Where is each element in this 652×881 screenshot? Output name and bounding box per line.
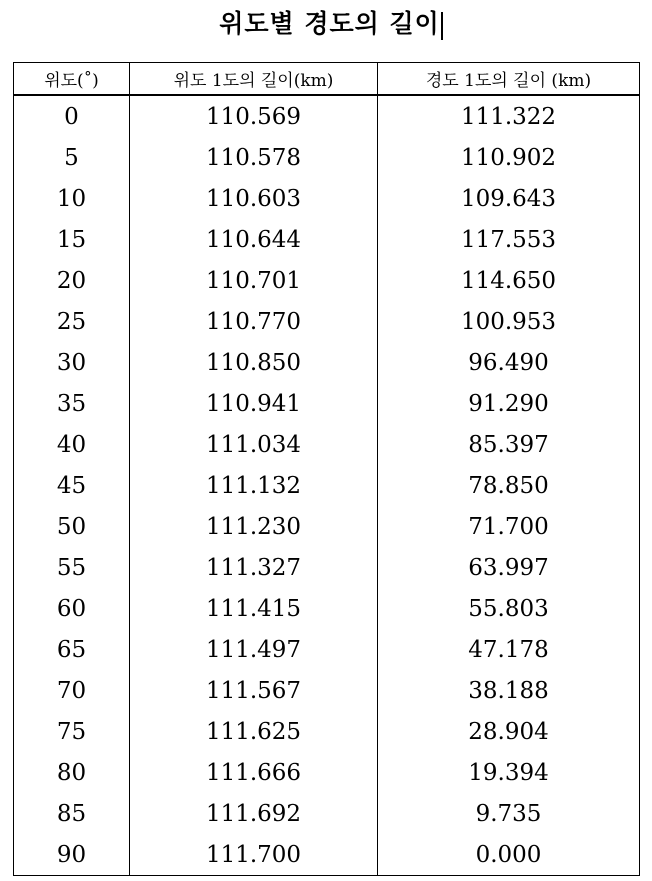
header-latitude-degree-length: 위도 1도의 길이(km): [130, 63, 378, 96]
cell-latitude: 30: [14, 342, 130, 383]
cell-latitude-length: 111.132: [130, 465, 378, 506]
table-row: [14, 342, 640, 383]
cell-latitude-length: 110.941: [130, 383, 378, 424]
cell-longitude-length: 96.490: [468, 349, 549, 376]
table-row: [14, 670, 640, 711]
table-row: [14, 547, 640, 588]
cell-longitude-length: 63.997: [468, 554, 549, 581]
table-row: [14, 588, 640, 629]
cell-longitude-length: 78.850: [468, 472, 549, 499]
cell-latitude: 80: [14, 752, 130, 793]
cell-latitude: 20: [14, 260, 130, 301]
cell-longitude-length: 111.322: [460, 103, 557, 130]
cell-longitude-length: 55.803: [468, 595, 549, 622]
table-row: [14, 137, 640, 178]
cell-longitude-length: 100.953: [460, 308, 557, 335]
cell-longitude-length: 109.643: [460, 185, 557, 212]
cell-latitude: 25: [14, 301, 130, 342]
table-row: [14, 793, 640, 834]
cell-latitude: 75: [14, 711, 130, 752]
cell-latitude-length: 111.700: [130, 834, 378, 876]
cell-latitude-length: 110.701: [130, 260, 378, 301]
cell-latitude: 45: [14, 465, 130, 506]
cell-latitude: 5: [14, 137, 130, 178]
cell-latitude: 70: [14, 670, 130, 711]
latitude-longitude-table: [13, 62, 640, 876]
cell-longitude-length: 9.735: [475, 800, 542, 827]
cell-latitude-length: 111.692: [130, 793, 378, 834]
cell-latitude-length: 111.034: [130, 424, 378, 465]
cell-latitude: 40: [14, 424, 130, 465]
table-row: [14, 752, 640, 793]
header-longitude-degree-length: 경도 1도의 길이 (km): [378, 63, 640, 96]
table-row: [14, 95, 640, 137]
table-row: [14, 465, 640, 506]
cell-latitude-length: 111.327: [130, 547, 378, 588]
document-title: 위도별 경도의 길이: [219, 9, 440, 38]
table-body: [14, 95, 640, 876]
cell-latitude: 55: [14, 547, 130, 588]
cell-latitude-length: 111.666: [130, 752, 378, 793]
table-row: [14, 424, 640, 465]
cell-latitude-length: 110.770: [130, 301, 378, 342]
cell-longitude-length: 28.904: [468, 718, 549, 745]
cell-latitude: 90: [14, 834, 130, 876]
cell-latitude: 0: [14, 95, 130, 137]
table-row: [14, 834, 640, 876]
text-cursor: [441, 12, 443, 40]
cell-latitude-length: 111.230: [130, 506, 378, 547]
table-row: [14, 506, 640, 547]
cell-latitude-length: 110.569: [130, 95, 378, 137]
cell-longitude-length: 85.397: [468, 431, 549, 458]
cell-latitude-length: 110.644: [130, 219, 378, 260]
cell-longitude-length: 91.290: [468, 390, 549, 417]
cell-longitude-length: 47.178: [468, 636, 549, 663]
table-row: [14, 178, 640, 219]
table-row: [14, 711, 640, 752]
title-bar: [0, 6, 652, 42]
cell-longitude-length: 71.700: [468, 513, 549, 540]
cell-latitude-length: 111.567: [130, 670, 378, 711]
cell-latitude: 85: [14, 793, 130, 834]
table-row: [14, 301, 640, 342]
cell-latitude: 35: [14, 383, 130, 424]
cell-latitude: 15: [14, 219, 130, 260]
cell-latitude: 60: [14, 588, 130, 629]
table-row: [14, 219, 640, 260]
cell-longitude-length: 114.650: [460, 267, 557, 294]
table-row: [14, 383, 640, 424]
table-row: [14, 260, 640, 301]
cell-latitude-length: 110.603: [130, 178, 378, 219]
cell-latitude-length: 111.625: [130, 711, 378, 752]
header-latitude: 위도(˚): [14, 63, 130, 96]
cell-latitude: 10: [14, 178, 130, 219]
cell-latitude-length: 110.578: [130, 137, 378, 178]
cell-longitude-length: 0.000: [475, 841, 542, 868]
cell-latitude: 65: [14, 629, 130, 670]
table-row: [14, 629, 640, 670]
cell-latitude-length: 110.850: [130, 342, 378, 383]
cell-longitude-length: 117.553: [460, 226, 557, 253]
table-header-row: [14, 63, 640, 96]
cell-longitude-length: 19.394: [468, 759, 549, 786]
cell-latitude-length: 111.415: [130, 588, 378, 629]
cell-latitude: 50: [14, 506, 130, 547]
cell-longitude-length: 38.188: [468, 677, 549, 704]
cell-latitude-length: 111.497: [130, 629, 378, 670]
cell-longitude-length: 110.902: [460, 144, 557, 171]
